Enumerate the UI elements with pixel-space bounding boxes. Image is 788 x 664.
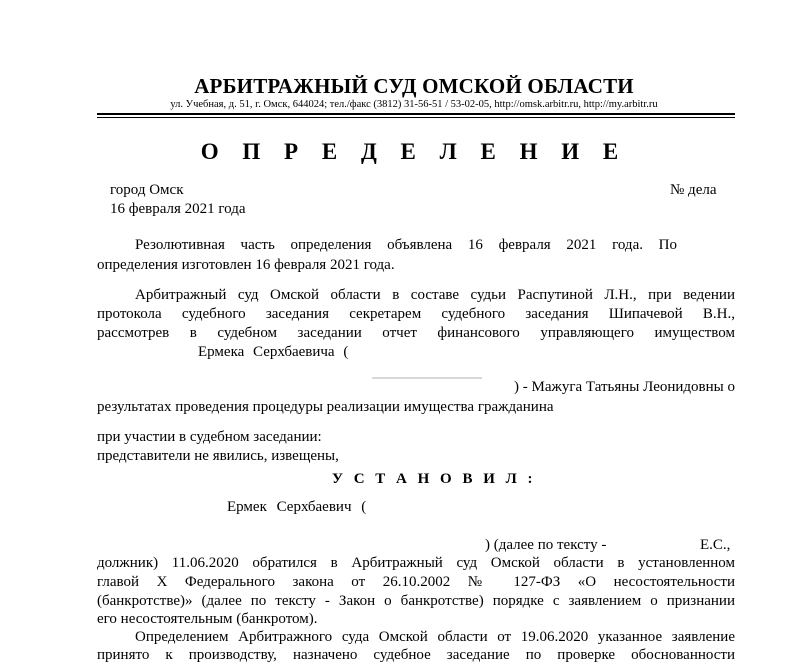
header-rule-thin	[97, 117, 735, 118]
paragraph-line: рассмотрев в судебном заседании отчет финансового управляющего имуществом	[97, 325, 735, 341]
paragraph-line: результатах проведения процедуры реализации имущества гражданина	[97, 399, 554, 415]
paragraph-line: главой X Федерального закона от 26.10.2002 № 127-ФЗ «О несостоятельности	[97, 574, 735, 590]
paragraph-line: Арбитражный суд Омской области в составе судьи Распутиной Л.Н., при ведении	[135, 287, 735, 303]
paragraph-line: ) - Мажуга Татьяны Леонидовны о	[514, 379, 735, 395]
document-date: 16 февраля 2021 года	[110, 201, 246, 217]
participation-line: представители не явились, извещены,	[97, 448, 339, 464]
section-heading: У С Т А Н О В И Л :	[331, 471, 537, 487]
paragraph-line: Е.С.,	[700, 537, 731, 553]
case-number-label: № дела	[670, 182, 717, 198]
paragraph-line: Определением Арбитражного суда Омской области от 19.06.2020 указанное заявление	[135, 629, 735, 645]
document-title: О П Р Е Д Е Л Е Н И Е	[200, 139, 628, 164]
paragraph-line: определения изготовлен 16 февраля 2021 года.	[97, 257, 395, 273]
court-address: ул. Учебная, д. 51, г. Омск, 644024; тел./факс (3812) 31-56-51 / 53-02-05, http://omsk.arbitr.ru, http://my.arbitr.ru	[170, 99, 658, 110]
participation-line: при участии в судебном заседании:	[97, 429, 322, 445]
paragraph-line: принято к производству, назначено судебное заседание по проверке обоснованности	[97, 647, 735, 663]
paragraph-line: Ермека Серхбаевича (	[198, 344, 349, 360]
paragraph-line: Ермек Серхбаевич (	[227, 499, 367, 515]
paragraph-line: ) (далее по тексту -	[485, 537, 607, 553]
paragraph-line: протокола судебного заседания секретарем судебного заседания Шипачевой В.Н.,	[97, 306, 735, 322]
header-rule-thick	[97, 113, 735, 115]
paragraph-line: Резолютивная часть определения объявлена 16 февраля 2021 года. По	[135, 237, 677, 253]
redaction-mark	[372, 377, 482, 379]
paragraph-line: (банкротстве)» (далее по тексту - Закон о банкротстве) порядке с заявлением о признании	[97, 593, 735, 609]
court-title: АРБИТРАЖНЫЙ СУД ОМСКОЙ ОБЛАСТИ	[194, 74, 634, 98]
paragraph-line: должник) 11.06.2020 обратился в Арбитражный суд Омской области в установленном	[97, 555, 735, 571]
city: город Омск	[110, 182, 184, 198]
paragraph-line: его несостоятельным (банкротом).	[97, 611, 318, 627]
